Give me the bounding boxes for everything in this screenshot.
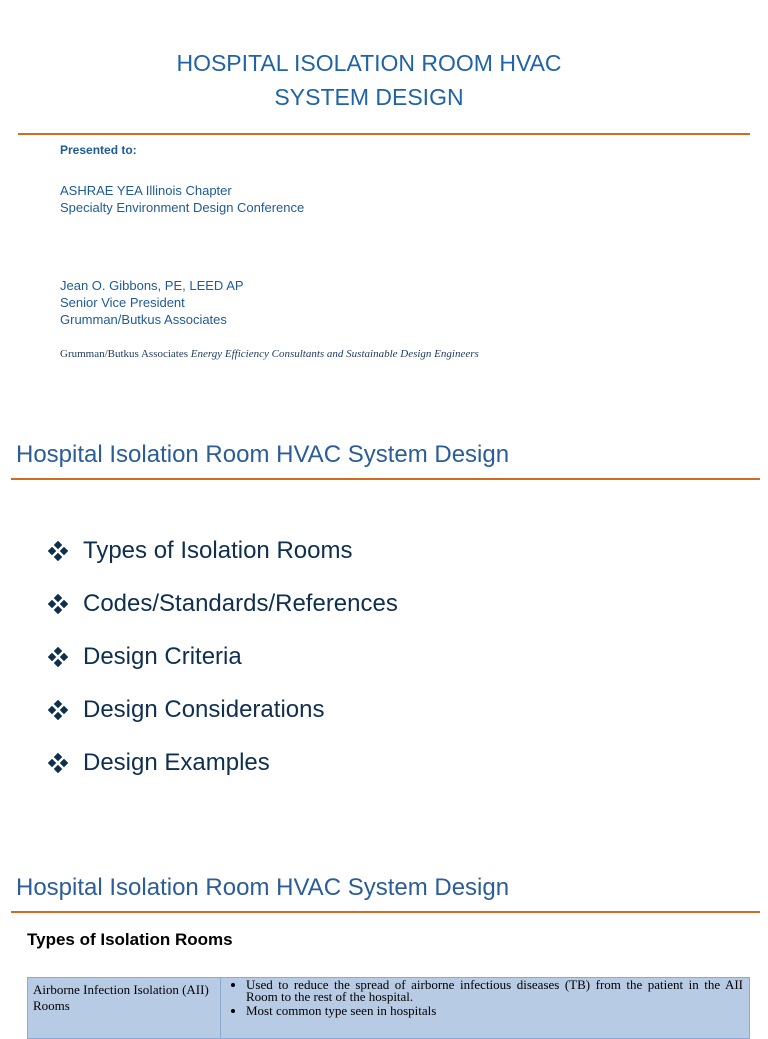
table-cell-notes bbox=[222, 978, 749, 1019]
table-cell-room-type: Airborne Infection Isolation (AII) Rooms bbox=[28, 978, 221, 1038]
agenda-item bbox=[48, 683, 398, 736]
agenda-divider bbox=[11, 478, 760, 480]
agenda-slide-heading: Hospital Isolation Room HVAC System Design bbox=[16, 441, 510, 468]
table-note: • Most common type seen in hospitals bbox=[246, 1005, 743, 1017]
presented-to-label: Presented to: bbox=[60, 143, 137, 157]
diamond-bullet-icon bbox=[48, 594, 68, 614]
title-divider bbox=[18, 133, 750, 135]
agenda-item-label: Design Criteria bbox=[83, 642, 242, 670]
agenda-item bbox=[48, 577, 398, 630]
title-line-1: HOSPITAL ISOLATION ROOM HVAC bbox=[176, 50, 562, 76]
agenda-item-label: Codes/Standards/References bbox=[83, 589, 398, 617]
table-note: • Used to reduce the spread of airborne infectious diseases (TB) from the patient in the AII Room to the rest of the hospital. bbox=[246, 979, 743, 1003]
agenda-list bbox=[48, 524, 398, 789]
types-divider bbox=[11, 911, 760, 913]
agenda-item bbox=[48, 524, 398, 577]
audience-line: Specialty Environment Design Conference bbox=[60, 200, 305, 215]
agenda-item-label: Types of Isolation Rooms bbox=[83, 536, 353, 564]
firm-name: Grumman/Butkus Associates bbox=[60, 348, 189, 360]
diamond-bullet-icon bbox=[48, 541, 68, 561]
agenda-item-label: Design Examples bbox=[83, 748, 270, 776]
title-line-2: SYSTEM DESIGN bbox=[274, 84, 464, 110]
audience-block bbox=[60, 182, 304, 216]
presenter-name: Jean O. Gibbons, PE, LEED AP bbox=[60, 278, 244, 293]
audience-line: ASHRAE YEA Illinois Chapter bbox=[60, 183, 232, 198]
agenda-item bbox=[48, 630, 398, 683]
presenter-block bbox=[60, 277, 244, 328]
presenter-company: Grumman/Butkus Associates bbox=[60, 312, 227, 327]
diamond-bullet-icon bbox=[48, 753, 68, 773]
types-subheading: Types of Isolation Rooms bbox=[27, 930, 233, 949]
presenter-title: Senior Vice President bbox=[60, 295, 185, 310]
diamond-bullet-icon bbox=[48, 700, 68, 720]
types-slide-heading: Hospital Isolation Room HVAC System Design bbox=[16, 874, 510, 901]
firm-tagline-line bbox=[60, 348, 479, 360]
agenda-item bbox=[48, 736, 398, 789]
firm-tagline: Energy Efficiency Consultants and Sustainable Design Engineers bbox=[190, 348, 479, 360]
title-slide-heading bbox=[0, 46, 738, 114]
agenda-item-label: Design Considerations bbox=[83, 695, 325, 723]
isolation-types-table bbox=[27, 977, 750, 1039]
diamond-bullet-icon bbox=[48, 647, 68, 667]
